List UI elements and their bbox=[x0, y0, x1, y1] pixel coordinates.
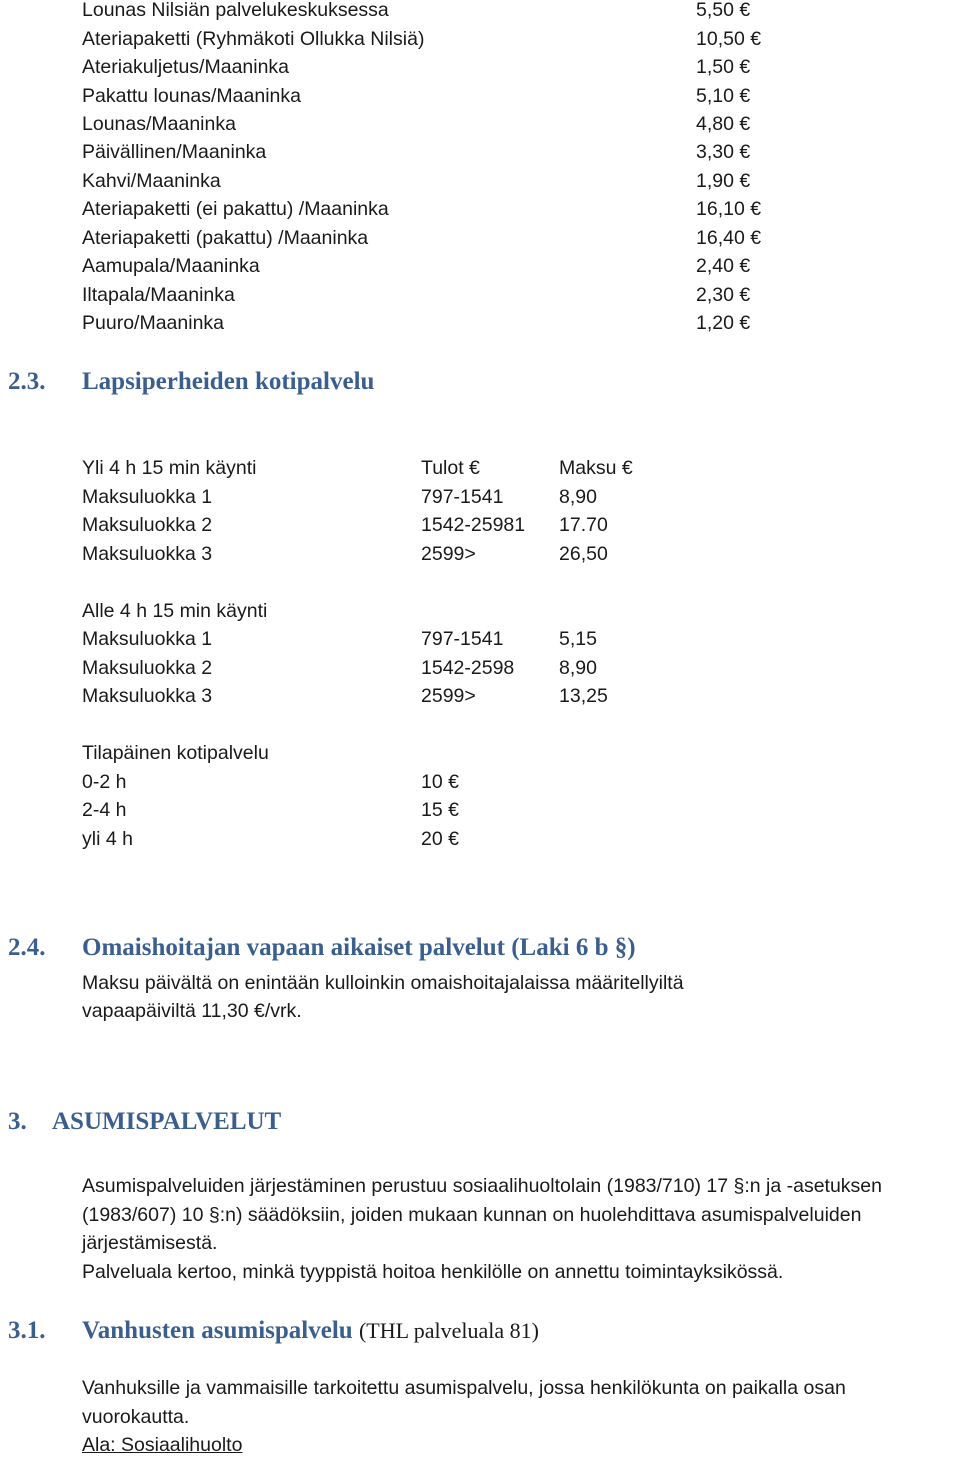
price: 1,20 € bbox=[696, 312, 751, 334]
paragraph-line: Palveluala kertoo, minkä tyyppistä hoitoa henkilölle on annettu toimintayksikössä. bbox=[82, 1261, 784, 1283]
list-item: Ateriapaketti (Ryhmäkoti Ollukka Nilsiä) bbox=[82, 28, 425, 50]
paragraph-line: vapaapäiviltä 11,30 €/vrk. bbox=[82, 1000, 302, 1022]
price: 5,10 € bbox=[696, 85, 751, 107]
paragraph-line: Maksu päivältä on enintään kulloinkin omaishoitajalaissa määritellyiltä bbox=[82, 972, 684, 994]
table-cell: Maksuluokka 2 bbox=[82, 514, 213, 536]
section-number: 2.3. bbox=[8, 368, 46, 395]
table-cell: 797-1541 bbox=[421, 486, 504, 508]
price: 4,80 € bbox=[696, 113, 751, 135]
table-cell: 10 € bbox=[421, 771, 459, 793]
list-item: Puuro/Maaninka bbox=[82, 312, 225, 334]
section-number: 3. bbox=[8, 1108, 27, 1135]
table-cell: yli 4 h bbox=[82, 828, 133, 850]
price: 1,90 € bbox=[696, 170, 751, 192]
price: 16,10 € bbox=[696, 198, 762, 220]
table-cell: 2-4 h bbox=[82, 799, 127, 821]
table-cell: Maksuluokka 1 bbox=[82, 486, 213, 508]
field-label: Ala: Sosiaalihuolto bbox=[82, 1434, 243, 1456]
table-cell: 13,25 bbox=[559, 685, 608, 707]
list-item: Aamupala/Maaninka bbox=[82, 255, 260, 277]
section-title: Vanhusten asumispalvelu bbox=[82, 1317, 353, 1344]
table-cell: Maksuluokka 3 bbox=[82, 543, 213, 565]
section-title: Lapsiperheiden kotipalvelu bbox=[82, 368, 375, 395]
table-header: Yli 4 h 15 min käynti bbox=[82, 457, 257, 479]
table-cell: 0-2 h bbox=[82, 771, 127, 793]
price: 5,50 € bbox=[696, 0, 751, 21]
table-cell: Maksuluokka 3 bbox=[82, 685, 213, 707]
table-cell: 1542-2598 bbox=[421, 657, 515, 679]
table-cell: 26,50 bbox=[559, 543, 608, 565]
list-item: Pakattu lounas/Maaninka bbox=[82, 85, 301, 107]
table-cell: 1542-25981 bbox=[421, 514, 526, 536]
list-item: Ateriapaketti (ei pakattu) /Maaninka bbox=[82, 198, 389, 220]
table-cell: 5,15 bbox=[559, 628, 597, 650]
table-cell: 8,90 bbox=[559, 486, 597, 508]
list-item: Ateriakuljetus/Maaninka bbox=[82, 56, 290, 78]
paragraph-line: vuorokautta. bbox=[82, 1406, 190, 1428]
section-title: Omaishoitajan vapaan aikaiset palvelut (Laki 6 b §) bbox=[82, 934, 636, 961]
table-cell: Maksuluokka 2 bbox=[82, 657, 213, 679]
price: 16,40 € bbox=[696, 227, 762, 249]
paragraph-line: Asumispalveluiden järjestäminen perustuu sosiaalihuoltolain (1983/710) 17 §:n ja -asetuksen bbox=[82, 1175, 882, 1197]
section-number: 2.4. bbox=[8, 934, 46, 961]
table-header: Tulot € bbox=[421, 457, 480, 479]
table-header: Maksu € bbox=[559, 457, 633, 479]
table-header: Tilapäinen kotipalvelu bbox=[82, 742, 269, 764]
list-item: Päivällinen/Maaninka bbox=[82, 141, 267, 163]
list-item: Iltapala/Maaninka bbox=[82, 284, 235, 306]
price: 2,30 € bbox=[696, 284, 751, 306]
table-cell: Maksuluokka 1 bbox=[82, 628, 213, 650]
price: 1,50 € bbox=[696, 56, 751, 78]
list-item: Kahvi/Maaninka bbox=[82, 170, 221, 192]
price: 3,30 € bbox=[696, 141, 751, 163]
list-item: Lounas Nilsiän palvelukeskuksessa bbox=[82, 0, 389, 21]
section-subtitle: (THL palveluala 81) bbox=[358, 1318, 539, 1343]
paragraph-line: järjestämisestä. bbox=[82, 1232, 218, 1254]
table-cell: 17.70 bbox=[559, 514, 608, 536]
list-item: Ateriapaketti (pakattu) /Maaninka bbox=[82, 227, 369, 249]
list-item: Lounas/Maaninka bbox=[82, 113, 236, 135]
table-cell: 2599> bbox=[421, 685, 476, 707]
table-cell: 2599> bbox=[421, 543, 476, 565]
table-cell: 15 € bbox=[421, 799, 459, 821]
paragraph-line: Vanhuksille ja vammaisille tarkoitettu asumispalvelu, jossa henkilökunta on paikalla osan bbox=[82, 1377, 846, 1399]
table-cell: 8,90 bbox=[559, 657, 597, 679]
table-cell: 797-1541 bbox=[421, 628, 504, 650]
price: 2,40 € bbox=[696, 255, 751, 277]
section-title: ASUMISPALVELUT bbox=[52, 1108, 282, 1135]
section-number: 3.1. bbox=[8, 1317, 46, 1344]
paragraph-line: (1983/607) 10 §:n) säädöksiin, joiden mukaan kunnan on huolehdittava asumispalveluiden bbox=[82, 1204, 862, 1226]
price: 10,50 € bbox=[696, 28, 762, 50]
section-title-wrap bbox=[82, 1315, 539, 1347]
table-cell: 20 € bbox=[421, 828, 459, 850]
table-header: Alle 4 h 15 min käynti bbox=[82, 600, 268, 622]
